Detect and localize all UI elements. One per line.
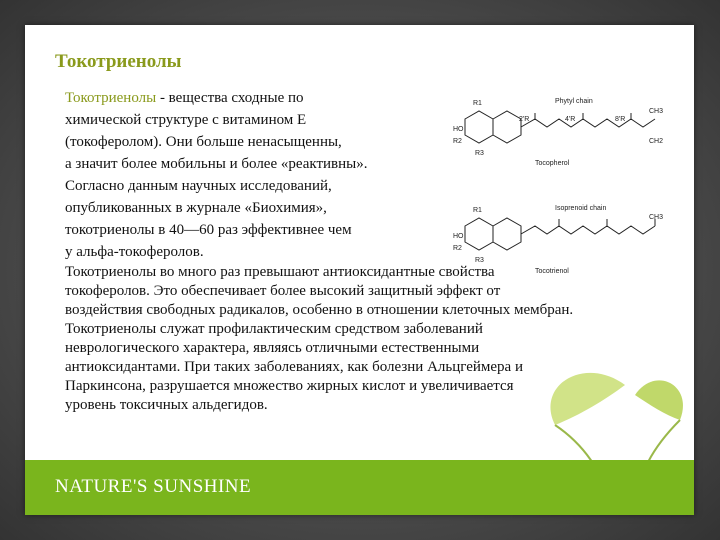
label-r2: R2 [453, 138, 462, 145]
text-line: Токотриенолы служат профилактическим средством заболеваний [65, 321, 483, 337]
label-ch3: CH3 [649, 108, 664, 115]
chroman-ring [493, 218, 521, 250]
text-line: Согласно данным научных исследований, [65, 178, 332, 194]
benzene-ring [465, 218, 493, 250]
phytyl-chain [521, 119, 655, 127]
slide-title: Токотриенолы [55, 51, 182, 72]
isoprenoid-chain [521, 226, 655, 234]
text-line: Токотриенолы во много раз превышают антиоксидантные свойства [65, 264, 495, 280]
text-line: у альфа-токоферолов. [65, 244, 204, 260]
slide [25, 25, 694, 515]
label-ho: HO [453, 126, 464, 133]
text-fragment: - вещества сходные по [156, 90, 304, 106]
label-r3: R3 [475, 257, 484, 264]
label-pos4: 4'R [565, 116, 576, 123]
text-line: воздействия свободных радикалов, особенно в отношении клеточных мембран. [65, 302, 574, 318]
label-r1: R1 [473, 100, 482, 107]
label-phytyl-chain: Phytyl chain [555, 98, 593, 105]
label-pos2: 2'R [519, 116, 530, 123]
label-pos8: 8'R [615, 116, 626, 123]
chroman-ring [493, 111, 521, 143]
text-line: антиоксидантами. При таких заболеваниях, как болезни Альцгеймера и [65, 359, 523, 375]
label-tocotrienol: Tocotrienol [535, 268, 569, 275]
label-isoprenoid-chain: Isoprenoid chain [555, 205, 607, 212]
text-line: Паркинсона, разрушается множество жирных кислот и увеличивается [65, 378, 514, 394]
text-line: неврологического характера, являясь отличными естественными [65, 340, 480, 356]
text-line: токотриенолы в 40—60 раз эффективнее чем [65, 222, 352, 238]
text-line: уровень токсичных альдегидов. [65, 397, 268, 413]
label-tocopherol: Tocopherol [535, 160, 570, 167]
tocopherol-structure-diagram [435, 91, 675, 291]
label-r1: R1 [473, 207, 482, 214]
text-line: химической структуре с витамином Е [65, 112, 307, 128]
benzene-ring [465, 111, 493, 143]
text-line: опубликованных в журнале «Биохимия», [65, 200, 327, 216]
brand-logo: NATURE'S SUNSHINE [55, 476, 252, 497]
term-highlight: Токотриенолы [65, 90, 157, 106]
label-r3: R3 [475, 150, 484, 157]
text-line: а значит более мобильны и более «реактивны». [65, 156, 368, 172]
text-line: (токоферолом). Они больше ненасыщенны, [65, 134, 342, 150]
text-line: токоферолов. Это обеспечивает более высокий защитный эффект от [65, 283, 501, 299]
label-ho: HO [453, 233, 464, 240]
label-ch2: CH2 [649, 138, 664, 145]
label-r2: R2 [453, 245, 462, 252]
footer-bar [25, 460, 694, 515]
label-ch3: CH3 [649, 214, 664, 221]
